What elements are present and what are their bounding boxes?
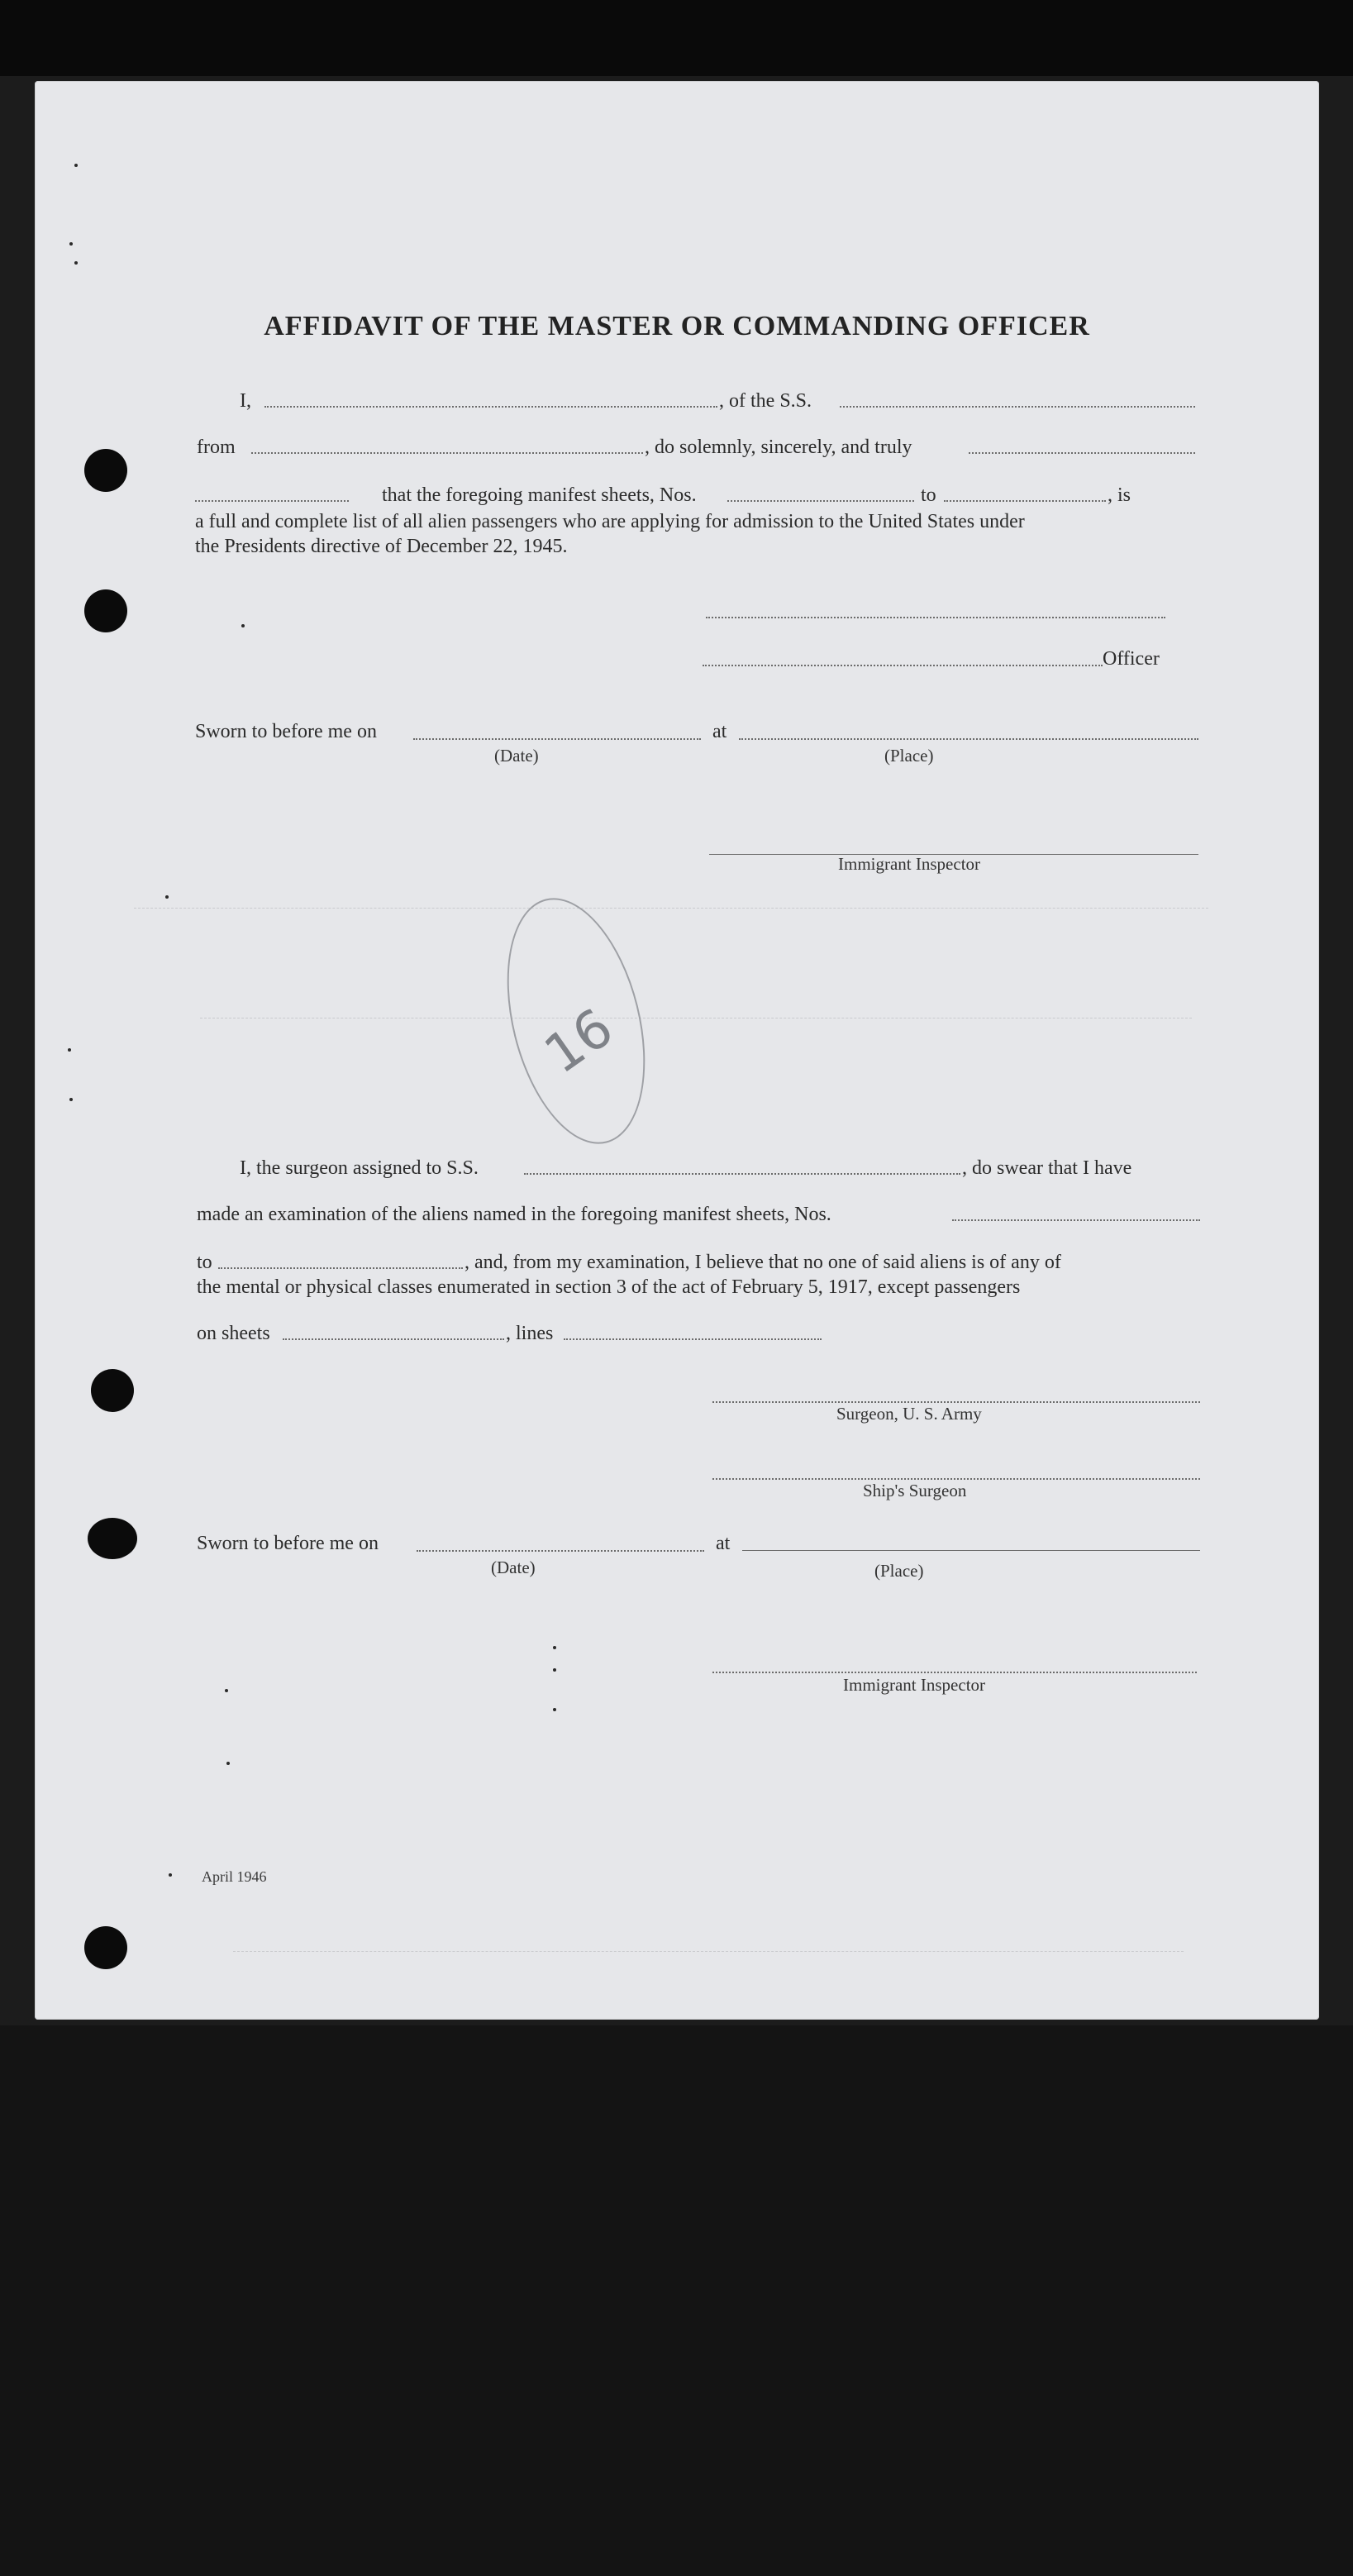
form-date: April 1946 <box>202 1868 267 1885</box>
classes-text: the mental or physical classes enumerated in section 3 of the act of February 5, 1917, except passengers <box>197 1276 1021 1298</box>
speck <box>225 1689 228 1692</box>
scan-background <box>0 2025 1353 2576</box>
examination-text: made an examination of the aliens named in the foregoing manifest sheets, Nos. <box>197 1204 831 1225</box>
on-sheets-label: on sheets <box>197 1323 270 1344</box>
master-date-caption: (Date) <box>494 746 539 766</box>
surgeon-sheets-to-field[interactable] <box>218 1267 463 1269</box>
punch-hole <box>84 1926 127 1969</box>
speck <box>553 1708 556 1711</box>
faint-rule <box>134 908 1208 909</box>
solemnly-text: , do solemnly, sincerely, and truly <box>645 436 912 458</box>
surgeon-sworn-date-field[interactable] <box>417 1550 704 1552</box>
from-examination-text: , and, from my examination, I believe that no one of said aliens is of any of <box>464 1252 1061 1273</box>
speck <box>241 624 245 627</box>
scan-top-border <box>0 0 1353 76</box>
foregoing-sheets-text: that the foregoing manifest sheets, Nos. <box>382 484 697 506</box>
ships-surgeon-caption: Ship's Surgeon <box>863 1481 967 1500</box>
exception-lines-field[interactable] <box>564 1338 822 1340</box>
do-swear-text: , do swear that I have <box>962 1157 1132 1179</box>
handwritten-number: 16 <box>534 997 625 1086</box>
sheets-to-label: to <box>921 484 936 506</box>
surgeon-date-caption: (Date) <box>491 1558 536 1577</box>
speck <box>68 1048 71 1052</box>
speck <box>553 1668 556 1672</box>
speck <box>553 1646 556 1649</box>
from-label: from <box>197 436 236 458</box>
master-sworn-label: Sworn to before me on <box>195 721 377 742</box>
surgeon-ship-field[interactable] <box>524 1173 960 1175</box>
speck <box>74 164 78 167</box>
surgeon-inspector-caption: Immigrant Inspector <box>843 1675 986 1695</box>
swear-field[interactable] <box>969 452 1195 454</box>
document-page <box>35 81 1319 2020</box>
document-title: AFFIDAVIT OF THE MASTER OR COMMANDING OFFICER <box>264 311 1090 341</box>
master-signature-field[interactable] <box>706 617 1165 618</box>
punch-hole <box>84 449 127 492</box>
full-list-text: a full and complete list of all alien passengers who are applying for admission to the United States under <box>195 511 1025 532</box>
surgeon-at-label: at <box>716 1533 731 1554</box>
army-surgeon-signature-field[interactable] <box>712 1401 1200 1403</box>
master-name-field[interactable] <box>264 406 717 408</box>
lines-label: , lines <box>506 1323 554 1344</box>
surgeon-sheets-from-field[interactable] <box>952 1219 1200 1221</box>
surgeon-intro-text: I, the surgeon assigned to S.S. <box>240 1157 479 1179</box>
officer-signature-field[interactable] <box>703 665 1103 666</box>
officer-label: Officer <box>1103 648 1160 670</box>
exception-sheets-field[interactable] <box>283 1338 504 1340</box>
speck <box>69 242 73 246</box>
master-ss-label: , of the S.S. <box>719 390 812 412</box>
surgeon-sworn-place-field[interactable] <box>742 1550 1200 1551</box>
speck <box>226 1762 230 1765</box>
directive-text: the Presidents directive of December 22, 1945. <box>195 536 568 557</box>
punch-hole <box>91 1369 134 1412</box>
surgeon-inspector-signature-field[interactable] <box>712 1672 1197 1673</box>
sheets-from-field[interactable] <box>727 500 914 502</box>
master-sworn-date-field[interactable] <box>413 738 701 740</box>
ships-surgeon-signature-field[interactable] <box>712 1478 1200 1480</box>
from-port-field[interactable] <box>251 452 643 454</box>
speck <box>169 1873 172 1877</box>
surgeon-place-caption: (Place) <box>874 1561 924 1581</box>
master-sworn-place-field[interactable] <box>739 738 1198 740</box>
speck <box>69 1098 73 1101</box>
ship-name-field[interactable] <box>840 406 1195 408</box>
master-place-caption: (Place) <box>884 746 934 766</box>
master-inspector-caption: Immigrant Inspector <box>838 854 981 874</box>
punch-hole <box>84 589 127 632</box>
sheets-to-field[interactable] <box>944 500 1106 502</box>
army-surgeon-caption: Surgeon, U. S. Army <box>836 1404 982 1424</box>
speck <box>74 261 78 265</box>
surgeon-sworn-label: Sworn to before me on <box>197 1533 379 1554</box>
master-i-label: I, <box>240 390 251 412</box>
speck <box>165 895 169 899</box>
is-text: , is <box>1108 484 1131 506</box>
surgeon-to-label: to <box>197 1252 212 1273</box>
declare-field[interactable] <box>195 500 349 502</box>
faint-rule <box>233 1951 1184 1952</box>
punch-hole <box>88 1518 137 1559</box>
master-at-label: at <box>712 721 727 742</box>
